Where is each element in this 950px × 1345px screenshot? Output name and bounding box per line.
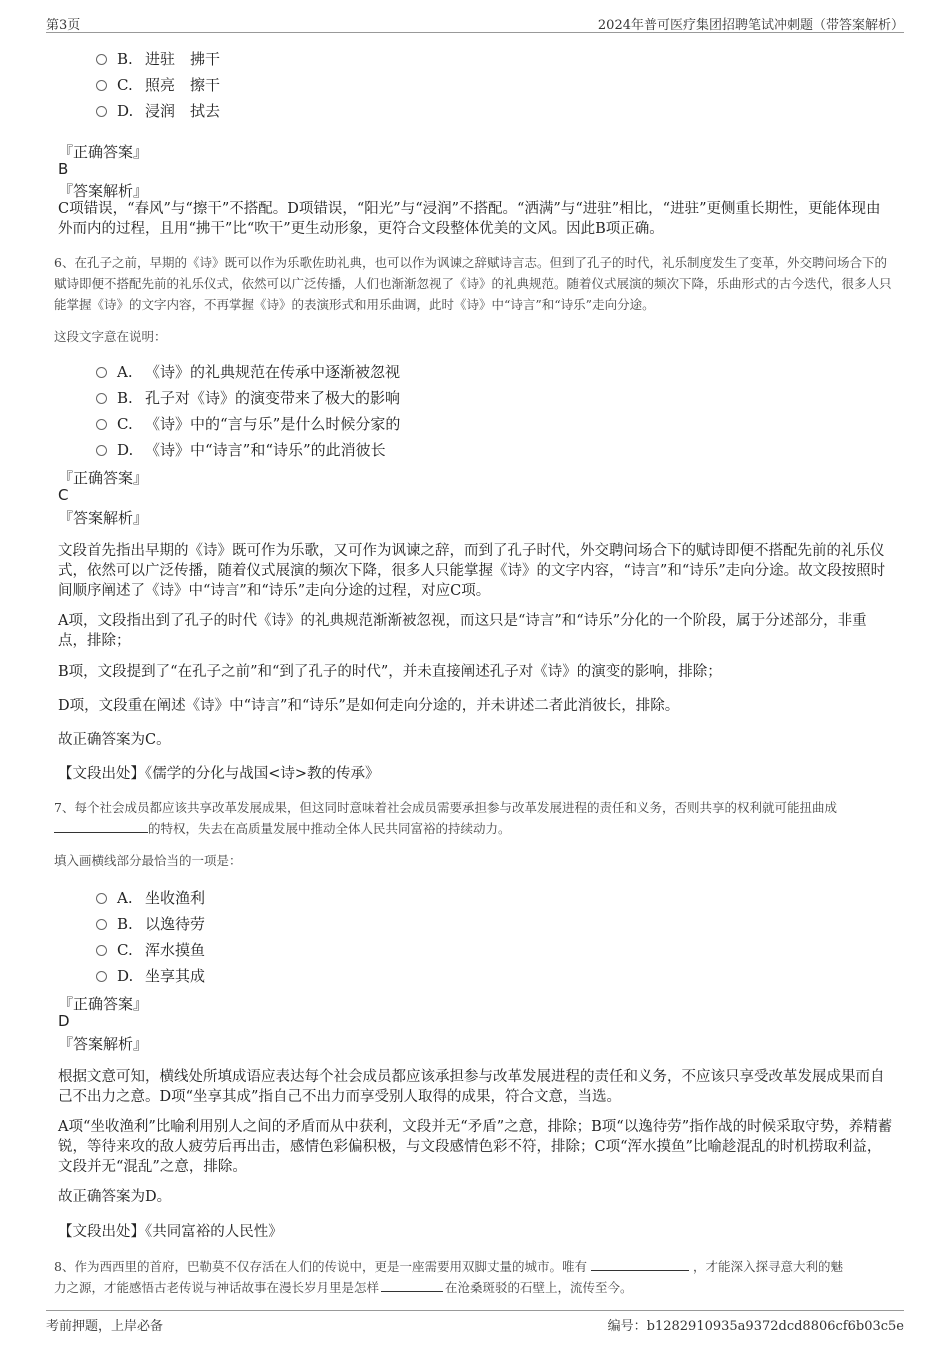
- option-b[interactable]: B. 孔子对《诗》的演变带来了极大的影响: [96, 387, 400, 408]
- answer-label: 『正确答案』: [58, 469, 149, 487]
- fill-blank: [591, 1258, 689, 1271]
- question-8-text: 8、作为西西里的首府，巴勒莫不仅存活在人们的传说中，更是一座需要用双脚丈量的城市。唯有 ，才能深入探寻意大利的魅 力之源，才能感悟古老传说与神话故事在漫长岁月里是怎样 在沧桑斑驳的石壁上，流传至今。: [54, 1259, 843, 1295]
- analysis-paragraph: D项，文段重在阐述《诗》中“诗言”和“诗乐”是如何走向分途的，并未讲述二者此消彼长，排除。: [58, 698, 680, 714]
- radio-icon[interactable]: [96, 945, 107, 956]
- option-a[interactable]: A. 坐收渔利: [96, 887, 205, 908]
- analysis-label: 『答案解析』: [58, 1035, 149, 1053]
- option-d[interactable]: D. 浸润 拭去: [96, 100, 220, 121]
- radio-icon[interactable]: [96, 367, 107, 378]
- question-7-stem: 填入画横线部分最恰当的一项是：: [54, 853, 242, 868]
- analysis-paragraph: A项“坐收渔利”比喻利用别人之间的矛盾而从中获利，文段并无“矛盾”之意，排除；B项“以逸待劳”指作战的时候采取守势，养精蓄锐，等待来攻的敌人疲劳后再出击，感情色彩偏积极，与文段感情色彩不符，排除；C项“浑水摸鱼”比喻趁混乱的时机捞取利益，文段并无“混乱”之意，排除。: [58, 1119, 893, 1175]
- option-d[interactable]: D. 《诗》中“诗言”和“诗乐”的此消彼长: [96, 439, 386, 460]
- radio-icon[interactable]: [96, 893, 107, 904]
- page-number: 第3页: [46, 18, 81, 33]
- source-citation: 【文段出处】《共同富裕的人民性》: [58, 1224, 283, 1240]
- page-header: [46, 14, 904, 33]
- radio-icon[interactable]: [96, 419, 107, 430]
- radio-icon[interactable]: [96, 393, 107, 404]
- option-b[interactable]: B. 以逸待劳: [96, 913, 205, 934]
- analysis-label: 『答案解析』: [58, 509, 149, 527]
- answer-value: B: [58, 160, 69, 178]
- question-6-stem: 这段文字意在说明：: [54, 329, 167, 344]
- analysis-text: C项错误，“春风”与“擦干”不搭配。D项错误，“阳光”与“浸润”不搭配。“洒满”与“进驻”相比，“进驻”更侧重长期性，更能体现由外而内的过程，且用“拂干”比“吹干”更生动形象，更符合文段整体优美的文风。因此B项正确。: [58, 201, 881, 237]
- analysis-paragraph: B项，文段提到了“在孔子之前”和“到了孔子的时代”，并未直接阐述孔子对《诗》的演变的影响，排除；: [58, 664, 722, 680]
- analysis-paragraph: 根据文意可知，横线处所填成语应表达每个社会成员都应该承担参与改革发展进程的责任和义务，不应该只享受改革发展成果而自己不出力之意。D项“坐享其成”指自己不出力而享受别人取得的成果，符合文意，当选。: [58, 1069, 885, 1105]
- radio-icon[interactable]: [96, 971, 107, 982]
- source-citation: 【文段出处】《儒学的分化与战国<诗>教的传承》: [58, 766, 380, 782]
- option-d[interactable]: D. 坐享其成: [96, 965, 205, 986]
- page-footer: [46, 1310, 904, 1334]
- radio-icon[interactable]: [96, 54, 107, 65]
- option-a[interactable]: A. 《诗》的礼典规范在传承中逐渐被忽视: [96, 361, 400, 382]
- question-6-text: 6、在孔子之前，早期的《诗》既可以作为乐歌佐助礼典，也可以作为讽谏之辞赋诗言志。但到了孔子的时代，礼乐制度发生了变革，外交聘问场合下的赋诗即便不搭配先前的礼乐仪式，依然可以广泛传播，人们也渐渐忽视了《诗》的礼典规范。随着仪式展演的频次下降，乐曲形式的古今迭代，很多人只能掌握《诗》的文字内容，不再掌握《诗》的表演形式和用乐曲调，此时《诗》中“诗言”和“诗乐”走向分途。: [54, 255, 892, 312]
- footer-slogan: 考前押题，上岸必备: [46, 1319, 164, 1334]
- analysis-paragraph: A项，文段指出到了孔子的时代《诗》的礼典规范渐渐被忽视，而这只是“诗言”和“诗乐”分化的一个阶段，属于分述部分，非重点，排除；: [58, 613, 867, 649]
- answer-label: 『正确答案』: [58, 995, 149, 1013]
- answer-value: D: [58, 1012, 70, 1030]
- fill-blank: [54, 820, 148, 833]
- option-b[interactable]: B. 进驻 拂干: [96, 48, 220, 69]
- document-title: 2024年普可医疗集团招聘笔试冲刺题（带答案解析）: [597, 18, 904, 33]
- option-c[interactable]: C. 浑水摸鱼: [96, 939, 205, 960]
- analysis-conclusion: 故正确答案为C。: [58, 732, 171, 748]
- answer-value: C: [58, 486, 69, 504]
- analysis-label: 『答案解析』: [58, 182, 149, 200]
- analysis-paragraph: 文段首先指出早期的《诗》既可作为乐歌，又可作为讽谏之辞，而到了孔子时代，外交聘问场合下的赋诗即便不搭配先前的礼乐仪式，依然可以广泛传播，随着仪式展演的频次下降，很多人只能掌握《诗》的文字内容，“诗言”和“诗乐”走向分途。故文段按照时间顺序阐述了《诗》中“诗言”和“诗乐”走向分途的过程，对应C项。: [58, 543, 886, 599]
- option-c[interactable]: C. 照亮 擦干: [96, 74, 220, 95]
- radio-icon[interactable]: [96, 919, 107, 930]
- question-7-text: 7、每个社会成员都应该共享改革发展成果，但这同时意味着社会成员需要承担参与改革发展进程的责任和义务，否则共享的权利就可能扭曲成 的特权，失去在高质量发展中推动全体人民共同富裕的持续动力。: [54, 800, 837, 836]
- fill-blank: [381, 1279, 443, 1292]
- radio-icon[interactable]: [96, 106, 107, 117]
- answer-label: 『正确答案』: [58, 143, 149, 161]
- radio-icon[interactable]: [96, 445, 107, 456]
- analysis-conclusion: 故正确答案为D。: [58, 1189, 172, 1205]
- option-c[interactable]: C. 《诗》中的“言与乐”是什么时候分家的: [96, 413, 400, 434]
- radio-icon[interactable]: [96, 80, 107, 91]
- document-code: 编号：b1282910935a9372dcd8806cf6b03c5e: [607, 1319, 904, 1334]
